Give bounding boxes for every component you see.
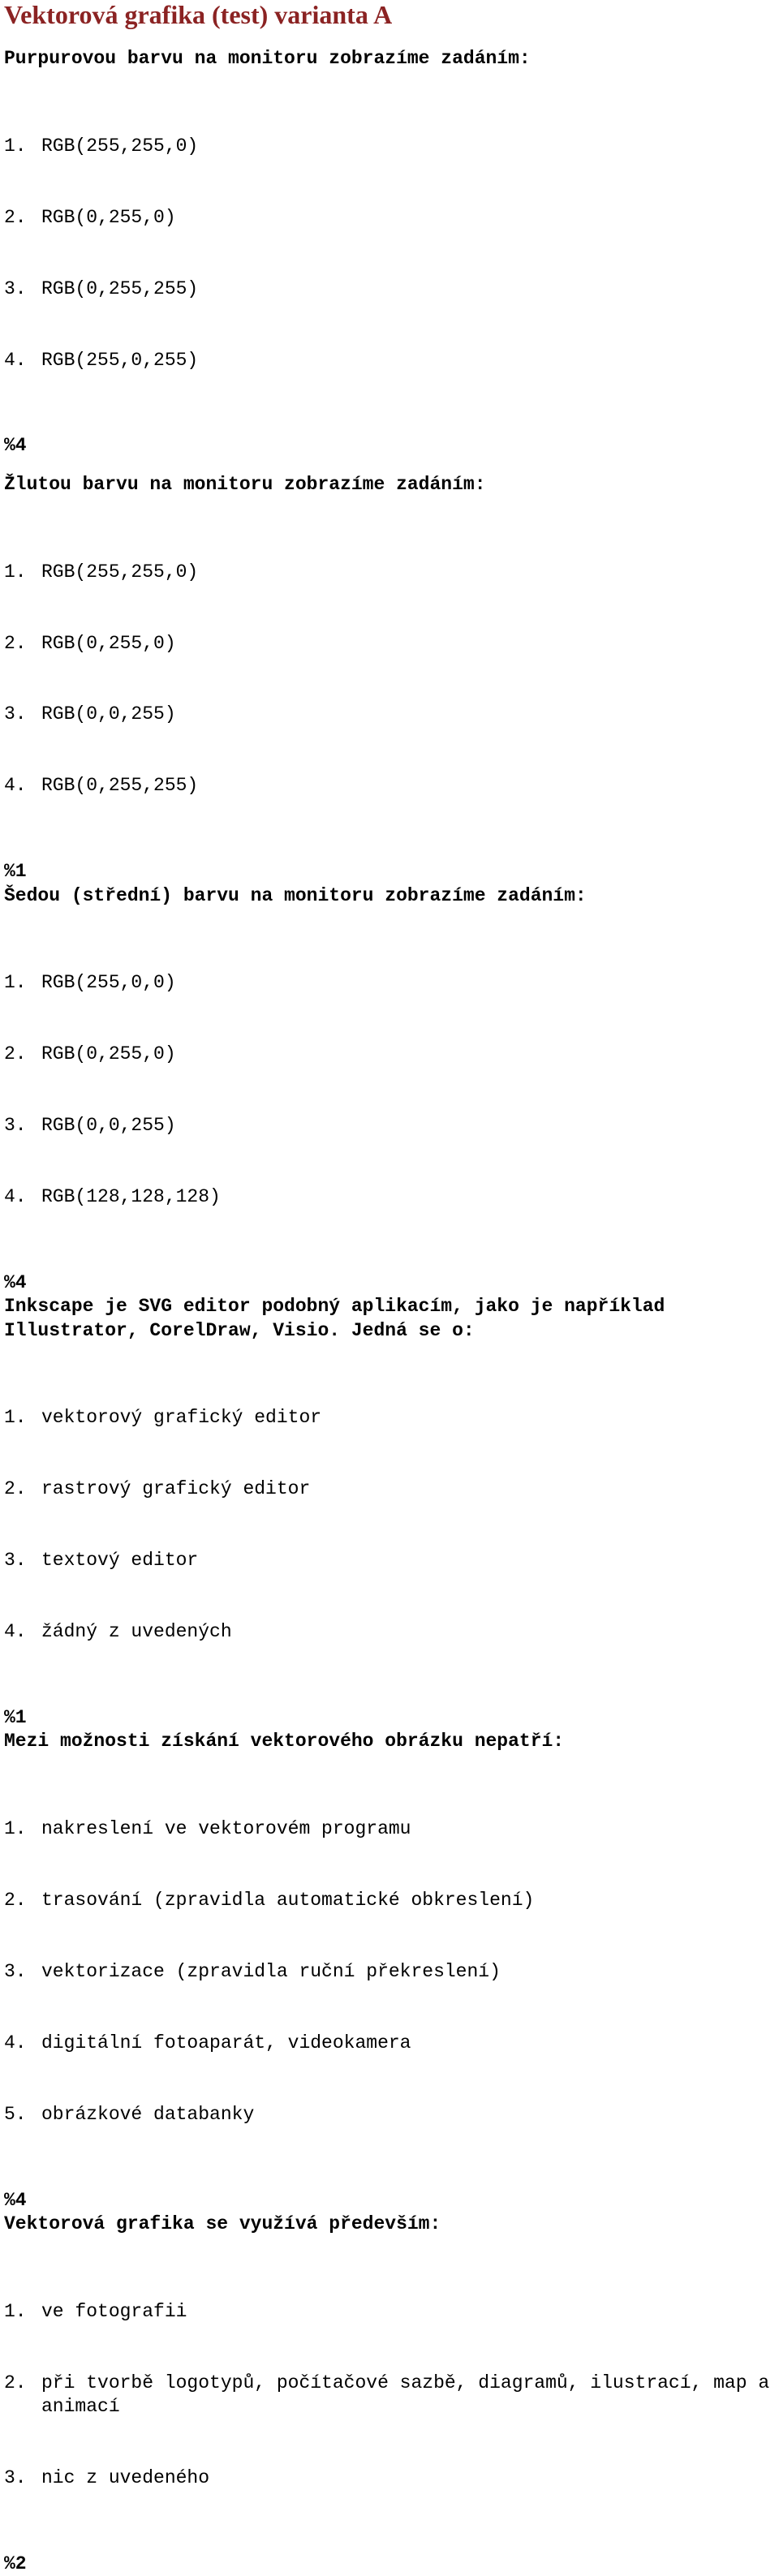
option-item (4, 1043, 779, 1066)
question-5 (4, 1730, 779, 2213)
option-item (4, 1477, 779, 1501)
option-text: RGB(0,0,255) (41, 703, 176, 725)
option-item (4, 277, 779, 301)
option-item (4, 1114, 779, 1137)
option-number: 3. (4, 703, 27, 725)
answer-key: %1 (4, 861, 27, 883)
option-number: 4. (4, 775, 27, 797)
option-text: trasování (zpravidla automatické obkreslení) (41, 1890, 535, 1912)
option-number: 1. (4, 1818, 27, 1840)
option-item (4, 206, 779, 230)
option-item (4, 1549, 779, 1572)
answer-key: %4 (4, 435, 27, 457)
option-text: nakreslení ve vektorovém programu (41, 1818, 411, 1840)
option-number: 3. (4, 2466, 27, 2488)
option-number: 3. (4, 1960, 27, 1982)
question-2 (4, 473, 779, 884)
question-text: Žlutou barvu na monitoru zobrazíme zadáním: (4, 473, 486, 495)
option-text: RGB(0,255,255) (41, 775, 199, 797)
option-item (4, 561, 779, 584)
option-text: RGB(255,0,0) (41, 972, 176, 994)
option-text: vektorový grafický editor (41, 1407, 322, 1429)
page-title: Vektorová grafika (test) varianta A (4, 0, 393, 29)
question-text: Vektorová grafika se využívá především: (4, 2213, 441, 2234)
option-text: rastrový grafický editor (41, 1478, 311, 1500)
option-number: 3. (4, 1550, 27, 1572)
option-item (4, 971, 779, 995)
question-text: Purpurovou barvu na monitoru zobrazíme zadáním: (4, 48, 531, 69)
option-text: RGB(0,255,255) (41, 277, 199, 299)
option-item (4, 1185, 779, 1209)
option-item (4, 2103, 779, 2127)
option-number: 2. (4, 632, 27, 654)
option-number: 2. (4, 1478, 27, 1500)
option-text: ve fotografii (41, 2300, 187, 2322)
option-number: 3. (4, 277, 27, 299)
option-number: 1. (4, 1407, 27, 1429)
option-text: RGB(255,255,0) (41, 561, 199, 583)
options-list (4, 2252, 779, 2538)
option-number: 5. (4, 2103, 27, 2125)
option-number: 4. (4, 349, 27, 371)
option-text: RGB(255,255,0) (41, 135, 199, 157)
question-3 (4, 884, 779, 1296)
options-list (4, 1770, 779, 2174)
option-number: 2. (4, 1043, 27, 1065)
option-item (4, 774, 779, 798)
option-text: obrázkové databanky (41, 2103, 255, 2125)
option-item (4, 2300, 779, 2324)
option-number: 2. (4, 206, 27, 228)
option-number: 4. (4, 1621, 27, 1643)
option-text: nic z uvedeného (41, 2466, 210, 2488)
options-list (4, 1359, 779, 1692)
option-text: RGB(0,255,0) (41, 206, 176, 228)
option-number: 1. (4, 972, 27, 994)
answer-key: %1 (4, 1707, 27, 1728)
option-text: vektorizace (zpravidla ruční překreslení) (41, 1960, 501, 1982)
option-item (4, 1960, 779, 1984)
option-item (4, 349, 779, 372)
option-text: při tvorbě logotypů, počítačové sazbě, diagramů, ilustrací, map a animací (41, 2372, 770, 2418)
option-number: 1. (4, 135, 27, 157)
option-text: RGB(0,255,0) (41, 632, 176, 654)
question-text: Inkscape je SVG editor podobný aplikacím, jako je například Illustrator, CorelDraw, Visio. Jedná se o: (4, 1296, 665, 1341)
options-list (4, 87, 779, 419)
option-text: RGB(255,0,255) (41, 349, 199, 371)
option-item (4, 2466, 779, 2490)
question-1 (4, 47, 779, 458)
option-item (4, 2032, 779, 2055)
option-item (4, 135, 779, 158)
option-number: 4. (4, 2032, 27, 2053)
option-item (4, 1620, 779, 1644)
question-6 (4, 2213, 779, 2576)
option-number: 2. (4, 1890, 27, 1912)
question-4 (4, 1295, 779, 1730)
option-item (4, 1817, 779, 1841)
question-text: Mezi možnosti získání vektorového obrázku nepatří: (4, 1731, 565, 1752)
question-text: Šedou (střední) barvu na monitoru zobrazíme zadáním: (4, 884, 587, 906)
option-text: RGB(128,128,128) (41, 1186, 221, 1208)
option-item (4, 1889, 779, 1912)
option-number: 3. (4, 1115, 27, 1137)
option-number: 2. (4, 2372, 27, 2393)
options-list (4, 513, 779, 845)
option-item (4, 632, 779, 656)
option-text: digitální fotoaparát, videokamera (41, 2032, 411, 2053)
answer-key: %4 (4, 1271, 27, 1293)
answer-key: %4 (4, 2189, 27, 2211)
option-text: textový editor (41, 1550, 199, 1572)
option-item (4, 1406, 779, 1430)
option-number: 1. (4, 561, 27, 583)
option-number: 4. (4, 1186, 27, 1208)
option-text: RGB(0,0,255) (41, 1115, 176, 1137)
option-item (4, 2372, 779, 2419)
option-text: žádný z uvedených (41, 1621, 232, 1643)
option-item (4, 703, 779, 726)
answer-key: %2 (4, 2552, 27, 2574)
option-text: RGB(0,255,0) (41, 1043, 176, 1065)
options-list (4, 924, 779, 1257)
option-number: 1. (4, 2300, 27, 2322)
